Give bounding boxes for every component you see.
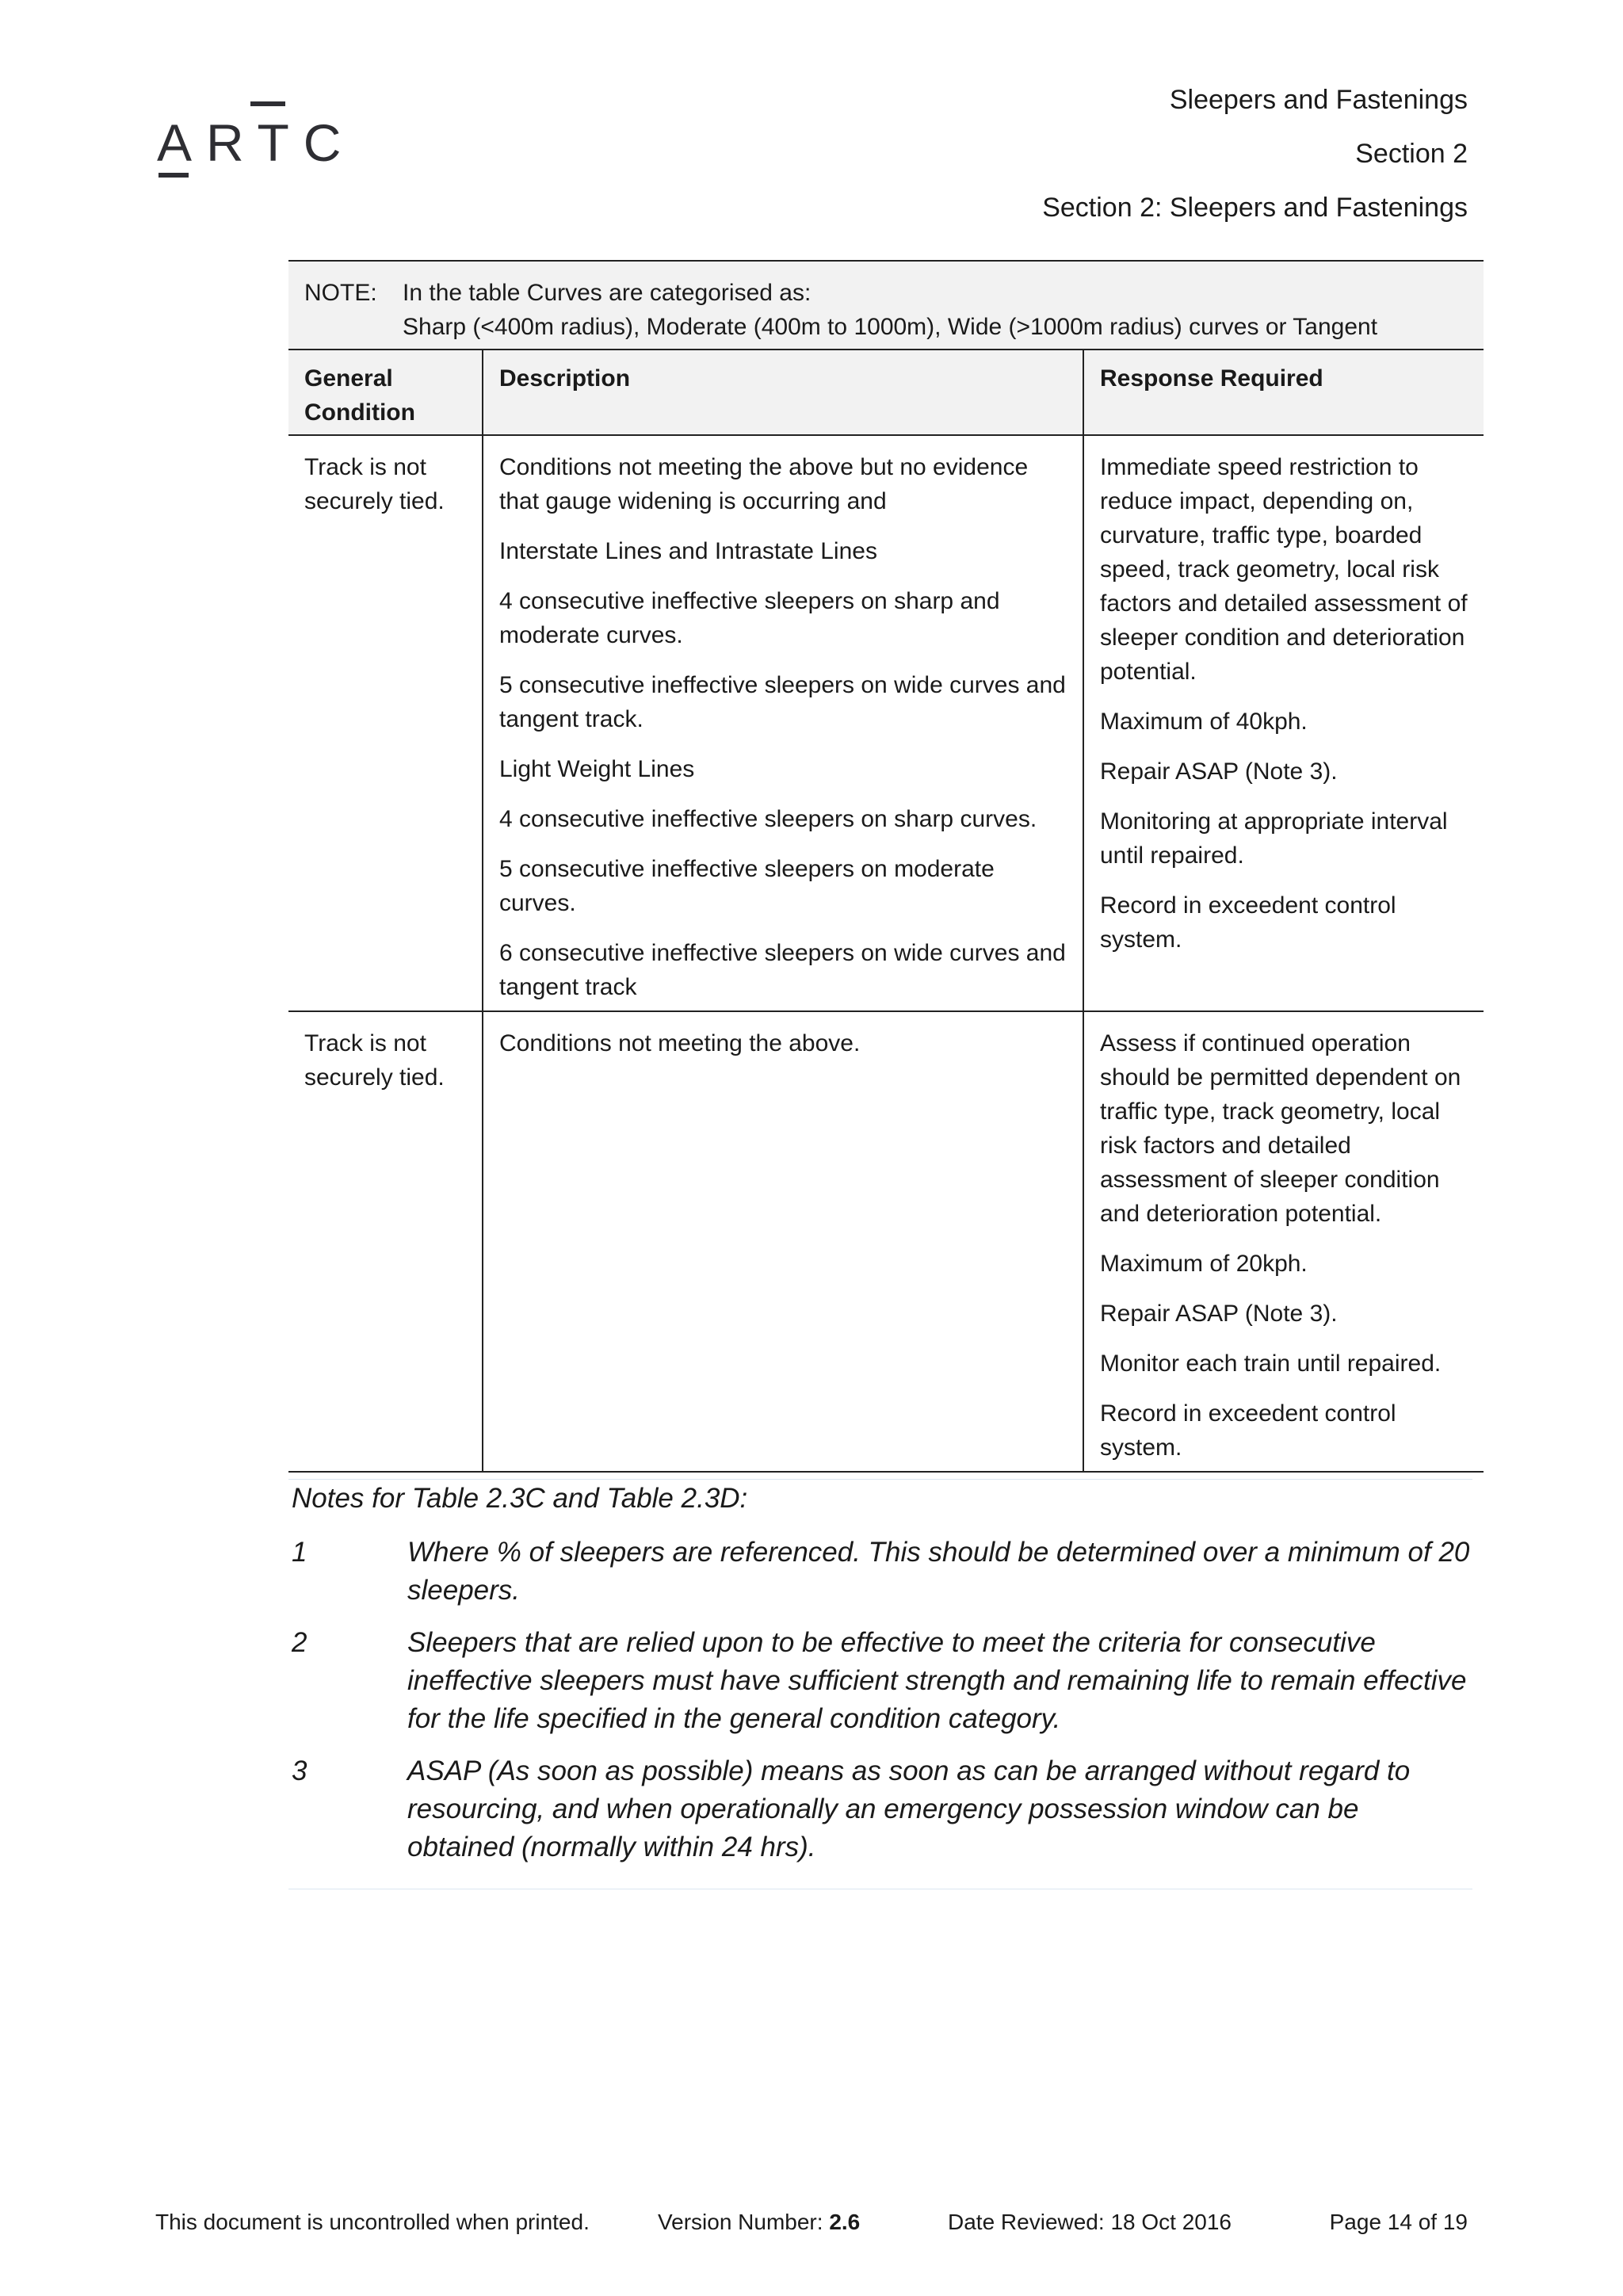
header-response-required: Response Required (1083, 350, 1484, 435)
description-para: 4 consecutive ineffective sleepers on sharp curves. (499, 806, 1037, 832)
header-description: Description (483, 350, 1083, 435)
response-para: Maximum of 40kph. (1100, 709, 1308, 735)
description-para: 5 consecutive ineffective sleepers on moderate curves. (499, 856, 995, 916)
table-row (288, 1011, 1484, 1472)
table-notes (288, 1479, 1472, 1889)
note-number: 1 (292, 1537, 307, 1568)
description-para: 6 consecutive ineffective sleepers on wide curves and tangent track (499, 940, 1066, 1000)
note-label: NOTE: (304, 280, 377, 306)
date-label: Date Reviewed: (948, 2210, 1111, 2234)
table-note (288, 261, 1484, 350)
response-para: Record in exceedent control system. (1100, 1400, 1396, 1461)
response-para: Monitor each train until repaired. (1100, 1350, 1442, 1377)
note-text: ASAP (As soon as possible) means as soon as can be arranged without regard to resourcing, and when operationally an emergency possession window can be obtained (normally within 24 hrs). (407, 1755, 1411, 1862)
footer-uncontrolled: This document is uncontrolled when printed. (155, 2210, 590, 2234)
logo-bar-t (250, 101, 285, 106)
response-cell (1083, 1011, 1484, 1472)
description-para: Conditions not meeting the above but no evidence that gauge widening is occurring and (499, 454, 1029, 514)
condition-text: Track is not securely tied. (304, 1030, 445, 1091)
note-line-2: Sharp (<400m radius), Moderate (400m to 1000m), Wide (>1000m radius) curves or Tangent (403, 314, 1378, 340)
description-cell (483, 1011, 1083, 1472)
footer-version (658, 2210, 948, 2235)
condition-text: Track is not securely tied. (304, 454, 445, 514)
description-para: Interstate Lines and Intrastate Lines (499, 538, 877, 564)
response-para: Repair ASAP (Note 3). (1100, 1301, 1338, 1327)
note-text: Where % of sleepers are referenced. This should be determined over a minimum of 20 sleepers. (407, 1537, 1470, 1606)
response-para: Assess if continued operation should be permitted dependent on traffic type, track geometry, local risk factors and detailed assessment of sleeper condition and deterioration potential. (1100, 1030, 1461, 1227)
response-para: Monitoring at appropriate interval until repaired. (1100, 808, 1448, 869)
footer-date (948, 2210, 1295, 2235)
logo-bar-a (158, 173, 189, 178)
header-section-title: Section 2: Sleepers and Fastenings (1042, 193, 1468, 223)
description-cell (483, 435, 1083, 1011)
version-label: Version Number: (658, 2210, 830, 2234)
response-para: Maximum of 20kph. (1100, 1251, 1308, 1277)
response-para: Immediate speed restriction to reduce impact, depending on, curvature, traffic type, boarded speed, track geometry, local risk factors and detailed assessment of sleeper condition and deterioration potential. (1100, 454, 1468, 685)
date-value: 18 Oct 2016 (1110, 2210, 1232, 2234)
table-note-row (288, 261, 1484, 350)
artc-logo (157, 101, 356, 181)
description-para: 5 consecutive ineffective sleepers on wide curves and tangent track. (499, 672, 1066, 732)
table-header-row (288, 350, 1484, 435)
header-section: Section 2 (1355, 139, 1468, 169)
version-value: 2.6 (829, 2210, 861, 2234)
header-general-condition: General Condition (288, 350, 483, 435)
response-cell (1083, 435, 1484, 1011)
footer-page-number: Page 14 of 19 (1329, 2210, 1468, 2234)
description-para: 4 consecutive ineffective sleepers on sharp and moderate curves. (499, 588, 1000, 648)
note-item (288, 1534, 1472, 1610)
sleeper-condition-table (288, 260, 1484, 1473)
note-item (288, 1624, 1472, 1738)
note-line-1: In the table Curves are categorised as: (403, 280, 812, 306)
header-doc-title: Sleepers and Fastenings (1169, 85, 1468, 115)
page-footer (155, 2210, 1468, 2235)
page-header (1042, 73, 1468, 235)
condition-cell (288, 1011, 483, 1472)
note-number: 2 (292, 1627, 307, 1658)
table-row (288, 435, 1484, 1011)
note-text: Sleepers that are relied upon to be effective to meet the criteria for consecutive ineffective sleepers must have sufficient strength and remaining life to remain effective for the life specified in the general condition category. (407, 1627, 1467, 1734)
logo-text: ARTC (157, 113, 356, 172)
note-item (288, 1752, 1472, 1866)
description-para: Conditions not meeting the above. (499, 1030, 861, 1056)
description-para: Light Weight Lines (499, 756, 695, 782)
response-para: Record in exceedent control system. (1100, 892, 1396, 953)
response-para: Repair ASAP (Note 3). (1100, 758, 1338, 785)
note-number: 3 (292, 1755, 307, 1786)
notes-title: Notes for Table 2.3C and Table 2.3D: (292, 1483, 748, 1514)
condition-cell (288, 435, 483, 1011)
